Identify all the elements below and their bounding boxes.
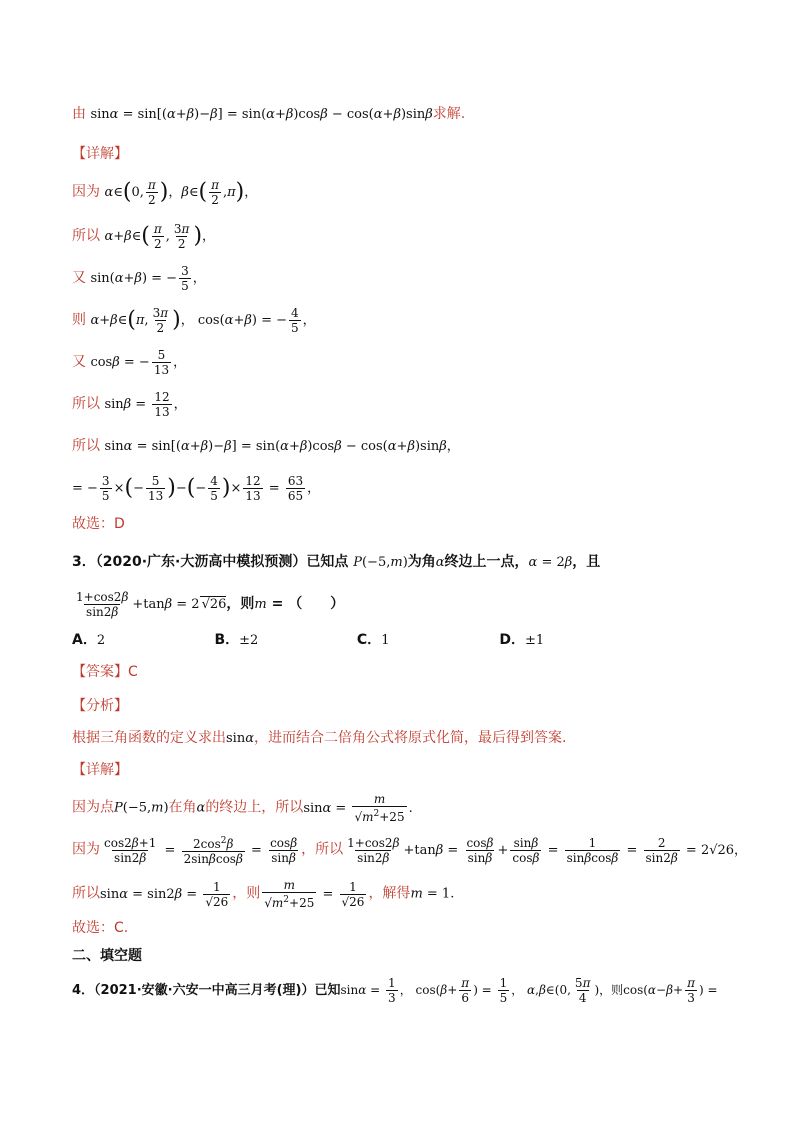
text: 又 xyxy=(72,270,86,286)
text: 因为 xyxy=(72,841,100,858)
text: 所以 xyxy=(72,396,100,412)
formula: α∈(0, $\frac{\pi}{2}$ )，β∈( $\frac{\pi}{2}$ ,π)， xyxy=(104,178,258,207)
detail-line-8 xyxy=(72,474,320,503)
formula: sinβ = $\frac{12}{13}$ ， xyxy=(104,390,187,419)
text: 为角 xyxy=(407,554,436,570)
text: 则 xyxy=(72,312,86,328)
option-a[interactable] xyxy=(72,630,210,651)
text: 1 xyxy=(381,633,390,648)
formula: cosβ = − $\frac{5}{13}$ ， xyxy=(90,348,187,377)
answer-value: C xyxy=(128,664,138,680)
formula: α = 2β xyxy=(528,555,573,570)
text: A． xyxy=(72,632,97,648)
formula: m = 1. xyxy=(410,886,455,902)
text: ，则 xyxy=(226,596,255,612)
text: 已知 xyxy=(314,983,341,998)
q3-source: （2020·广东·大沥高中模拟预测） xyxy=(95,554,307,570)
text: 因为点 xyxy=(72,799,114,816)
formula: α+β∈( $\frac{\pi}{2}$ , $\frac{3\pi}{2}$ )， xyxy=(104,222,216,251)
text: ，解得 xyxy=(368,885,411,902)
text: 终边上一点， xyxy=(444,554,529,570)
text: ，则 xyxy=(232,885,261,902)
formula: P(−5,m) xyxy=(114,800,169,816)
text: ，进而结合二倍角公式将原式化简，最后得到答案. xyxy=(253,730,567,746)
formula: sin(α+β) = − $\frac{3}{5}$ ， xyxy=(90,264,206,293)
text: 在角 xyxy=(168,799,197,816)
formula: α xyxy=(196,800,206,816)
text: ，且 xyxy=(572,554,601,570)
text: 所以 xyxy=(72,228,100,244)
formula: sinα = sin[(α+β)−β] = sin(α+β)cosβ − cos(α+β)sinβ， xyxy=(104,439,460,454)
text: 已知点 xyxy=(306,554,349,570)
detail-line-6 xyxy=(72,390,187,419)
q4-number: 4． xyxy=(72,983,95,998)
option-c[interactable] xyxy=(357,630,495,651)
text: 所以 xyxy=(72,438,100,454)
text: ，所以 xyxy=(301,841,344,858)
detail-line-7 xyxy=(72,436,460,457)
text: 的终边上，所以 xyxy=(205,799,304,816)
q3-stem-line-2: $\frac{1+\cos 2\beta}{\sin 2\beta}$ +tanβ = 2 √26，则m = （ ） xyxy=(72,590,344,619)
formula: α xyxy=(435,555,445,570)
choice-c: 故选：C. xyxy=(72,920,129,936)
q3-stem-line-1 xyxy=(72,552,600,573)
formula: sinα xyxy=(226,731,254,746)
q3-number: 3． xyxy=(72,554,96,570)
formula: m xyxy=(254,597,267,612)
detail-label-2: 【详解】 xyxy=(72,762,128,778)
q4-source: （2021·安徽·六安一中高三月考(理)） xyxy=(94,983,315,998)
analysis-line xyxy=(72,728,566,749)
intro-line xyxy=(72,104,465,125)
q3-detail-1 xyxy=(72,792,413,824)
analysis-label: 【分析】 xyxy=(72,698,128,714)
detail-line-5 xyxy=(72,348,186,377)
text: ±1 xyxy=(524,633,545,648)
detail-line-2 xyxy=(72,222,215,251)
formula: sinα = $\frac{1}{3}$ ， cos(β+ $\frac{\pi}{6}$ ) = $\frac{1}{5}$ ， α,β∈(0, $\frac{5\pi}{4}$ )，则cos(α−β+ $\frac{\pi}{3}$ ) = xyxy=(340,976,718,1005)
formula: sinα = sin2β = $\frac{1}{√26}$ xyxy=(100,879,229,909)
formula: α+β∈(π, $\frac{3\pi}{2}$ )， cos(α+β) = − $\frac{4}{5}$ ， xyxy=(90,306,316,335)
q4-stem xyxy=(72,976,718,1005)
formula: $\frac{1+\cos 2\beta}{\sin 2\beta}$ +tanβ = $\frac{\cos\beta}{\sin\beta}$ + $\frac{\sin\beta}{\cos\beta}$ = $\frac{1}{\sin\beta\cos\beta}$ = $\frac{2}{\sin 2\beta}$ = 2√26， xyxy=(347,835,748,865)
choice-d: 故选：D xyxy=(72,516,125,532)
formula: $\frac{1+\cos 2\beta}{\sin 2\beta}$ +tanβ = 2 √26 xyxy=(76,590,227,619)
q3-detail-2 xyxy=(72,834,747,866)
formula: sinα = sin[(α+β)−β] = sin(α+β)cosβ − cos(α+β)sinβ xyxy=(90,107,433,122)
answer-label: 【答案】 xyxy=(72,664,128,680)
option-d[interactable] xyxy=(499,630,637,651)
q3-detail-3 xyxy=(72,878,454,910)
answer-blank: （ ） xyxy=(288,596,345,612)
formula: $\frac{m}{√m^2+25}$ = $\frac{1}{√26}$ xyxy=(264,878,365,910)
text: B． xyxy=(214,632,240,648)
formula: sinα = $\frac{m}{√m^2+25}$ . xyxy=(303,792,413,824)
text: 2 xyxy=(96,633,106,648)
text: D． xyxy=(499,632,525,648)
formula: = − $\frac{3}{5}$ ×(− $\frac{5}{13}$ )−(− $\frac{4}{5}$ )× $\frac{12}{13}$ = $\frac{63}{65}$ ， xyxy=(72,474,321,503)
text: C． xyxy=(356,632,382,648)
text: 又 xyxy=(72,354,86,370)
text: 因为 xyxy=(72,184,100,200)
detail-line-1 xyxy=(72,178,257,207)
formula: P(−5,m) xyxy=(353,555,408,570)
detail-line-3 xyxy=(72,264,206,293)
text: 根据三角函数的定义求出 xyxy=(72,730,226,746)
section-heading: 二、填空题 xyxy=(72,948,142,964)
intro-suffix: 求解. xyxy=(432,106,466,122)
formula: $\frac{\cos 2\beta+1}{\sin 2\beta}$ = $\frac{2\cos^2\beta}{2\sin\beta\cos\beta}$ = $\frac{\cos\beta}{\sin\beta}$ xyxy=(104,835,298,866)
answer-line xyxy=(72,662,138,682)
intro-prefix: 由 xyxy=(72,106,86,122)
q3-options xyxy=(72,630,637,651)
detail-label: 【详解】 xyxy=(72,146,128,162)
text: 所以 xyxy=(72,885,100,902)
detail-line-4 xyxy=(72,306,316,335)
text: ±2 xyxy=(239,633,259,648)
option-b[interactable] xyxy=(214,630,352,651)
